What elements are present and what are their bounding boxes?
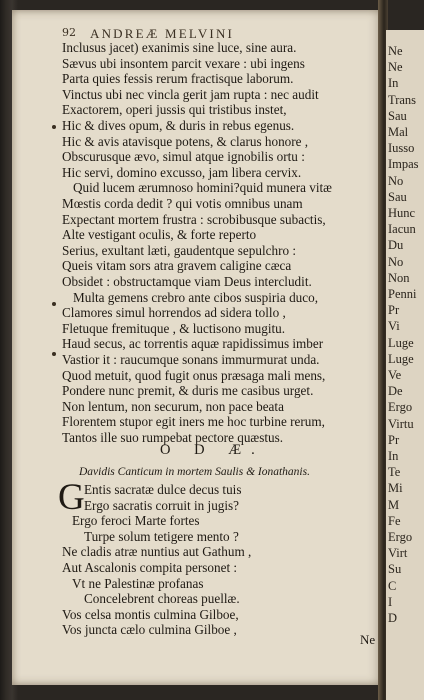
facing-page-fragment: Pr	[388, 432, 400, 447]
verse-line: Quod metuit, quod fugit onus præsaga mali mens,	[62, 367, 326, 383]
facing-page-fragment: Impas	[388, 157, 419, 172]
facing-page-fragment: Ve	[388, 368, 402, 382]
verse-line: Obsidet : obstructamque viam Deus intercludit.	[62, 274, 312, 289]
verse-line: Entis sacratæ dulce decus tuis	[84, 482, 242, 497]
verse-line: Alte vestigant oculis, & forte reperto	[62, 227, 257, 243]
verse-line: Haud secus, ac torrentis aquæ rapidissimus imber	[62, 336, 324, 352]
verse-line: Obscurusque ævo, simul atque ignobilis ortu :	[62, 149, 305, 165]
facing-page-fragment: Penni	[388, 287, 417, 301]
verse-line: Hic servi, domino excusso, jam libera cervix.	[62, 164, 302, 180]
drop-capital: G	[58, 477, 85, 518]
verse-line: Ne cladis atræ nuntius aut Gathum ,	[62, 544, 252, 560]
running-title: ANDREÆ MELVINI	[90, 26, 235, 41]
verse-line: Quid lucem ærumnoso homini?quid munera vitæ	[73, 180, 332, 196]
margin-mark	[52, 302, 56, 306]
facing-page-fragment: Hunc	[388, 206, 416, 220]
facing-page-fragment: Fe	[388, 513, 401, 528]
facing-page-fragment: Iusso	[388, 141, 415, 156]
verse-line: Hic & dives opum, & duris in rebus egenus.	[62, 118, 295, 133]
facing-page-fragment: Iacun	[388, 222, 416, 237]
facing-page-fragment: Sau	[388, 108, 407, 123]
section-subheading: Davidis Canticum in mortem Saulis & Ionathanis.	[79, 466, 310, 478]
verse-line: Sævus ubi insontem parcit vexare : ubi ingens	[62, 55, 305, 71]
margin-mark	[52, 125, 56, 129]
verse-line: Florentem stupor egit iners me hoc turbine rerum,	[62, 414, 325, 430]
verse-line: Queis vitam sors atra gravem caligine cæca	[62, 258, 292, 274]
facing-page-fragment: In	[388, 449, 399, 463]
verse-line: Fletuque fremituque , & luctisono mugitu.	[62, 320, 286, 336]
verse-line: Vastior it : raucumque sonans immurmurat unda.	[62, 352, 320, 367]
facing-page-fragment: Luge	[388, 351, 414, 366]
facing-page-fragment: Du	[388, 238, 404, 253]
facing-page-fragment: Su	[388, 562, 402, 577]
verse-line: Hic & avis atavisque potens, & clarus honore ,	[62, 133, 309, 149]
facing-page-fragment: Ergo	[388, 400, 413, 415]
facing-page-fragment: Luge	[388, 335, 414, 350]
verse-line: Non lentum, non securum, non pace beata	[62, 398, 284, 414]
facing-page-fragment: Ne	[388, 60, 403, 75]
facing-page-fragment: D	[388, 611, 398, 625]
verse-line: Concelebrent choreas puellæ.	[84, 591, 240, 607]
facing-page-fragment: In	[388, 76, 399, 91]
verse-line: Aut Ascalonis compita personet :	[62, 560, 238, 575]
verse-line: Parta quies fessis rerum fractisque laborum.	[62, 71, 294, 87]
facing-page-fragment: Mi	[388, 481, 403, 496]
facing-page-fragment: No	[388, 254, 404, 269]
verse-line: Ergo sacratis corruit in jugis?	[84, 497, 240, 513]
verse-line: Turpe solum tetigere mento ?	[84, 528, 239, 544]
facing-page-fragment: Ergo	[388, 530, 413, 544]
page-number: 92	[62, 26, 76, 39]
verse-line: Ergo feroci Marte fortes	[72, 513, 200, 529]
verse-line: Vos juncta cælo culmina Gilboe ,	[62, 622, 237, 638]
verse-line: Vinctus ubi nec vincla gerit jam rupta : nec audit	[62, 86, 319, 102]
facing-page-fragment: Ne	[388, 44, 403, 58]
facing-page-fragment: Mal	[388, 125, 409, 139]
facing-page-fragment: Virt	[388, 546, 408, 561]
facing-page-fragment: Non	[388, 270, 410, 285]
margin-mark	[52, 352, 56, 356]
facing-page-fragment: Vi	[388, 319, 400, 334]
verse-line: Exactorem, operi jussis qui tristibus instet,	[62, 102, 287, 118]
facing-page-fragment: I	[388, 594, 393, 609]
facing-page-fragment: De	[388, 384, 403, 399]
verse-line: Serius, exultant læti, gaudentque sepulchro :	[62, 242, 297, 258]
verse-line: Mœstis corda dedit ? qui votis omnibus unam	[62, 196, 303, 211]
facing-page-fragment: C	[388, 578, 397, 593]
facing-page-fragment: M	[388, 497, 400, 512]
facing-page-edge	[386, 30, 424, 700]
facing-page-fragment: Pr	[388, 303, 400, 318]
verse-line: Clamores simul horrendos ad sidera tollo ,	[62, 305, 286, 321]
verse-line: Inclusus jacet) exanimis sine luce, sine aura.	[62, 40, 297, 55]
section-heading: O D Æ.	[160, 442, 265, 458]
verse-line: Vt ne Palestinæ profanas	[72, 575, 204, 591]
verse-line: Vos celsa montis culmina Gilboe,	[62, 606, 239, 622]
verse-line: Tantos ille suo rumpebat pectore quæstus.	[62, 430, 284, 445]
verse-line: Multa gemens crebro ante cibos suspiria duco,	[73, 289, 318, 305]
facing-page-fragment: Virtu	[388, 416, 414, 431]
verse-line: Expectant mortem frustra : scrobibusque subactis,	[62, 211, 326, 227]
facing-page-fragment: Sau	[388, 189, 407, 204]
catchword: Ne	[360, 632, 376, 647]
verse-line: Pondere nunc premit, & duris me casibus urget.	[62, 383, 314, 399]
facing-page-fragment: No	[388, 173, 404, 188]
facing-page-fragment: Te	[388, 465, 401, 480]
facing-page-fragment: Trans	[388, 92, 417, 107]
